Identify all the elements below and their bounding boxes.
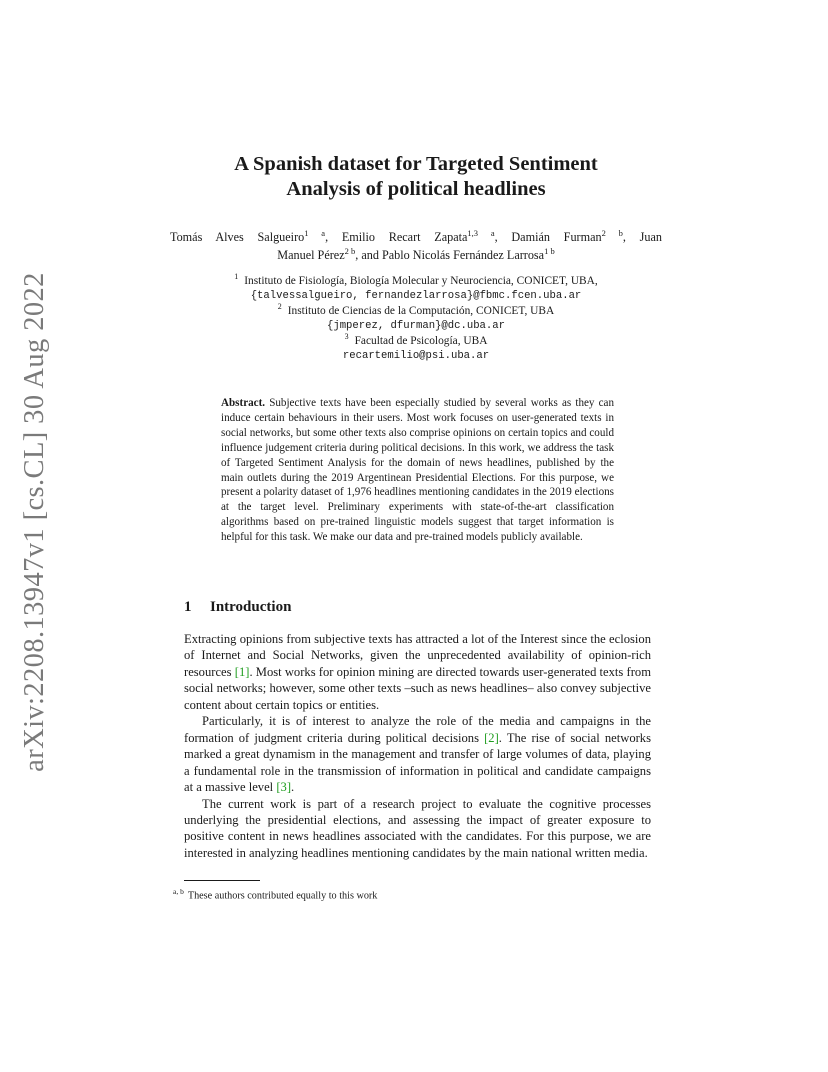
- affiliation-2-email: {jmperez, dfurman}@dc.uba.ar: [326, 320, 505, 332]
- paper-title: [160, 152, 672, 202]
- section-body: [184, 631, 651, 861]
- arxiv-identifier: arXiv:2208.13947v1 [cs.CL] 30 Aug 2022: [19, 272, 51, 772]
- author-5: Pablo Nicolás Fernández Larrosa: [381, 248, 545, 262]
- affiliations: [170, 274, 662, 364]
- author-line-2: Manuel Pérez$^{2 b}$, and Pablo Nicolás Fernández Larrosa$^{1 b}$: [277, 245, 555, 262]
- author-3: Damián Furman: [511, 230, 602, 244]
- author-3-marks: 2 b: [601, 227, 623, 238]
- footnote-marks: a, b: [173, 887, 184, 896]
- citation-link[interactable]: [ 2 ]: [484, 731, 499, 745]
- affiliation-3: $^3$ Facultad de Psicología, UBA: [344, 332, 488, 347]
- arxiv-identifier-stamp: [14, 272, 56, 772]
- author-2: Emilio Recart Zapata: [341, 230, 468, 244]
- abstract-label: Abstract.: [221, 397, 266, 409]
- author-5-marks: 1 b: [544, 245, 555, 256]
- title-line-2: Analysis of political headlines: [286, 178, 546, 200]
- section-heading: [184, 599, 648, 616]
- footnote-text: These authors contributed equally to this work: [187, 890, 378, 902]
- section-title: Introduction: [210, 599, 292, 615]
- citation-link[interactable]: [ 1 ]: [235, 665, 250, 679]
- affiliation-2: $^2$ Instituto de Ciencias de la Computación, CONICET, UBA: [277, 302, 555, 317]
- affiliation-1-email: {talvessalgueiro, fernandezlarrosa}@fbmc.fcen.uba.ar: [250, 290, 582, 302]
- author-1-marks: 1 a: [304, 227, 326, 238]
- footnote-rule: [184, 880, 260, 881]
- author-1: Tomás Alves Salgueiro: [170, 230, 305, 244]
- footnote: [173, 885, 651, 903]
- abstract-text: Subjective texts have been especially studied by several works as they can induce certain behaviours in their users. Most work focuses on user-generated texts in social networks, but some other texts also comprise opinions on certain topics and could influence judgement criteria during political decisions. In this work, we address the task of Targeted Sentiment Analysis for the domain of news headlines, published by the main outlets during the 2019 Argentinean Presidential Elections. For this purpose, we present a polarity dataset of 1,976 headlines mentioning candidates in the 2019 elections at the target level. Preliminary experiments with state-of-the-art classification algorithms based on pre-trained linguistic models suggest that target information is helpful for this task. We make our data and pre-trained models publicly available.: [221, 397, 614, 544]
- paragraph-1: Extracting opinions from subjective texts has attracted a lot of the Interest since the eclosion of Internet and Social Networks, given the unprecedented availability of opinion-rich resources [ 1 ] . Most works for opinion mining are directed towards user-generated texts from social networks; however, some other texts –such as news headlines– also convey subjective content about certain topics or entities.: [184, 631, 651, 713]
- author-4-first-name: Juan: [639, 230, 662, 244]
- author-4: Manuel Pérez: [277, 248, 345, 262]
- paragraph-2: Particularly, it is of interest to analyze the role of the media and campaigns in the formation of judgment criteria during political decisions [ 2 ] . The rise of social networks marked a great dynamism in the management and transfer of large volumes of data, playing a fundamental role in the transmission of information in political and candidate campaigns at a massive level [ 3 ] .: [184, 713, 651, 795]
- affiliation-1: $^1$ Instituto de Fisiología, Biología Molecular y Neurociencia, CONICET, UBA,: [234, 272, 598, 287]
- author-2-marks: 1,3 a: [467, 227, 495, 238]
- title-line-1: A Spanish dataset for Targeted Sentiment: [234, 153, 598, 175]
- author-4-marks: 2 b: [344, 245, 356, 256]
- author-line-1: Tomás Alves Salgueiro$^{1 a}$, Emilio Recart Zapata$^{1,3 a}$, Damián Furman$^{2 b}$, Juan: [170, 227, 662, 244]
- author-list: [170, 228, 662, 264]
- citation-link[interactable]: [ 3 ]: [276, 780, 291, 794]
- section-number: 1: [184, 599, 192, 615]
- affiliation-3-email: recartemilio@psi.uba.ar: [342, 350, 490, 362]
- abstract: [221, 396, 614, 545]
- paragraph-3: The current work is part of a research project to evaluate the cognitive processes underlying the presidential elections, and assessing the impact of greater exposure to positive content in news headlines associated with the candidates. For this purpose, we are interested in analyzing headlines mentioning candidates by the main national written media.: [184, 796, 651, 860]
